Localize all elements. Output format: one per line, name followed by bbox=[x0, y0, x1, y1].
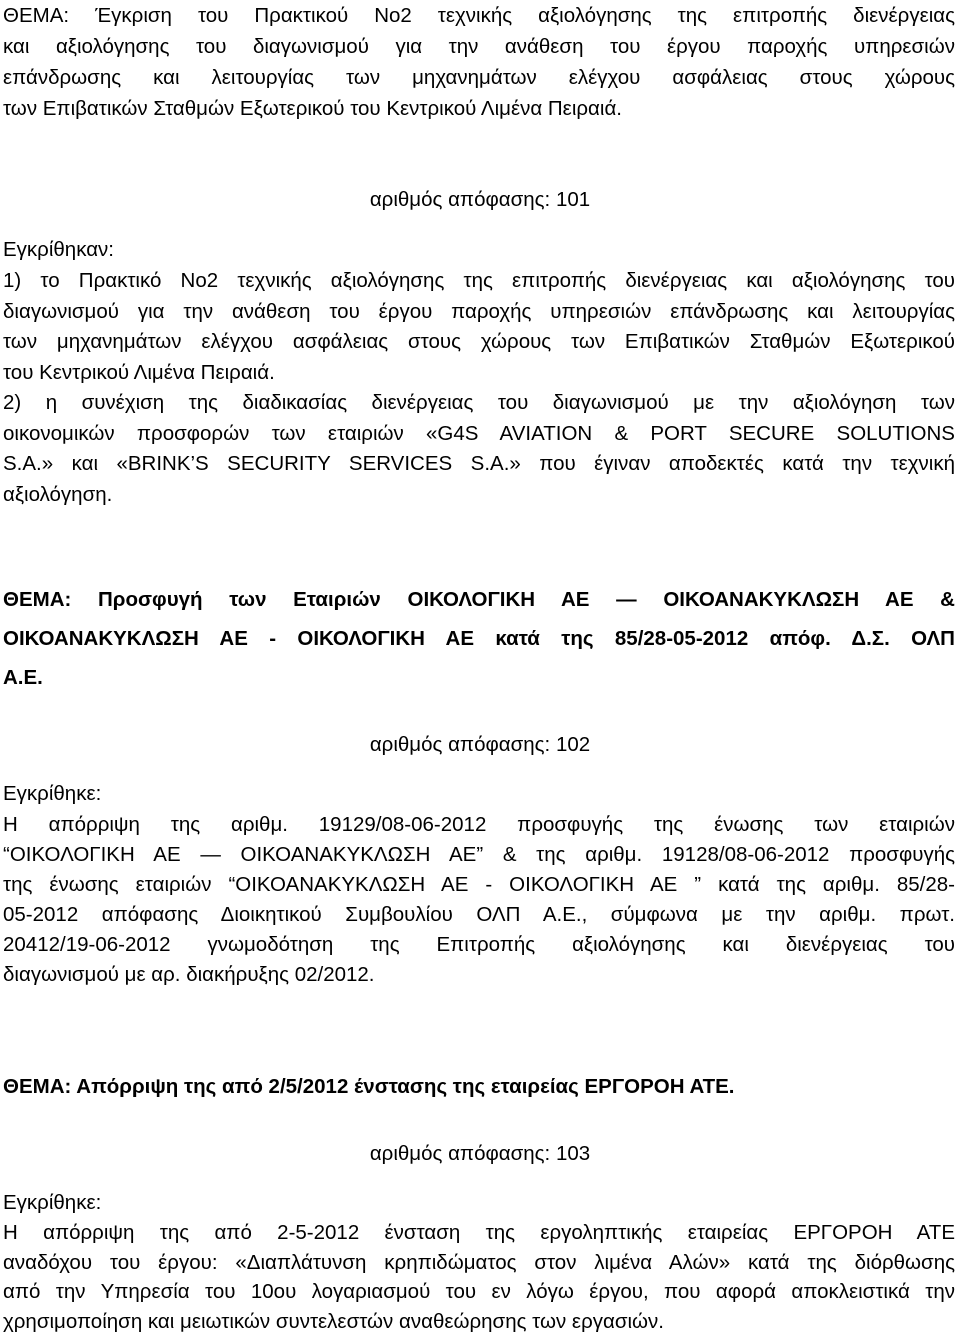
body-3-line: χρησιμοποίηση και μειωτικών συντελεστών αναθεώρησης των εργασιών. bbox=[3, 1307, 955, 1336]
decision-number-102: αριθμός απόφασης: 102 bbox=[0, 729, 960, 760]
subject-2-line: Α.Ε. bbox=[3, 658, 955, 697]
decision-number-103: αριθμός απόφασης: 103 bbox=[0, 1138, 960, 1169]
body-2-line: Η απόρριψη της αριθμ. 19129/08-06-2012 προσφυγής της ένωσης των εταιριών bbox=[3, 810, 955, 840]
body-2-line: 05-2012 απόφασης Διοικητικού Συμβουλίου ΟΛΠ Α.Ε., σύμφωνα με την αριθμ. πρωτ. bbox=[3, 900, 955, 930]
body-1-line: οικονομικών προσφορών των εταιριών «G4S AVIATION & PORT SECURE SOLUTIONS bbox=[3, 419, 955, 450]
subject-1-line: ΘΕΜΑ: Έγκριση του Πρακτικού Νο2 τεχνικής αξιολόγησης της επιτροπής διενέργειας bbox=[3, 0, 955, 31]
body-1-line: του Κεντρικού Λιμένα Πειραιά. bbox=[3, 358, 955, 389]
subject-label: ΘΕΜΑ: bbox=[3, 4, 69, 27]
body-3-line: Η απόρριψη της από 2-5-2012 ένσταση της εργοληπτικής εταιρείας ΕΡΓΟΡΟΗ ΑΤΕ bbox=[3, 1218, 955, 1248]
body-2-line: της ένωσης εταιριών “ΟΙΚΟΑΝΑΚΥΚΛΩΣΗ ΑΕ - ΟΙΚΟΛΟΓΙΚΗ ΑΕ ” κατά της αριθμ. 85/28- bbox=[3, 870, 955, 900]
body-1-line: S.A.» και «BRINK’S SECURITY SERVICES S.A.» που έγιναν αποδεκτές κατά την τεχνική bbox=[3, 449, 955, 480]
body-3-line: από την Υπηρεσία του 10ου λογαριασμού του εν λόγω έργου, που αφορά αποκλειστικά την bbox=[3, 1277, 955, 1307]
body-1-line: των μηχανημάτων ελέγχου ασφάλειας στους χώρους των Επιβατικών Σταθμών Εξωτερικού bbox=[3, 327, 955, 358]
body-1-line: αξιολόγηση. bbox=[3, 480, 955, 511]
subject-1-line: επάνδρωσης και λειτουργίας των μηχανημάτων ελέγχου ασφάλειας στους χώρους bbox=[3, 62, 955, 93]
subject-3: ΘΕΜΑ: Απόρριψη της από 2/5/2012 ένστασης της εταιρείας ΕΡΓΟΡΟΗ ΑΤΕ. bbox=[3, 1071, 734, 1102]
body-2-line: “ΟΙΚΟΛΟΓΙΚΗ ΑΕ — ΟΙΚΟΑΝΑΚΥΚΛΩΣΗ ΑΕ” & της αριθμ. 19128/08-06-2012 προσφυγής bbox=[3, 840, 955, 870]
body-3 bbox=[3, 1218, 955, 1336]
subject-1 bbox=[3, 0, 955, 124]
body-1-line: 1) το Πρακτικό Νο2 τεχνικής αξιολόγησης της επιτροπής διενέργειας και αξιολόγησης του bbox=[3, 266, 955, 297]
body-2-line: 20412/19-06-2012 γνωμοδότηση της Επιτροπής αξιολόγησης και διενέργειας του bbox=[3, 930, 955, 960]
body-1-line: 2) η συνέχιση της διαδικασίας διενέργειας του διαγωνισμού με την αξιολόγηση των bbox=[3, 388, 955, 419]
approved-label-3: Εγκρίθηκε: bbox=[3, 1187, 101, 1218]
body-2-line: διαγωνισμού με αρ. διακήρυξης 02/2012. bbox=[3, 960, 955, 990]
body-1 bbox=[3, 266, 955, 510]
subject-1-line: και αξιολόγησης του διαγωνισμού για την ανάθεση του έργου παροχής υπηρεσιών bbox=[3, 31, 955, 62]
approved-label-2: Εγκρίθηκε: bbox=[3, 778, 101, 809]
body-1-line: διαγωνισμού για την ανάθεση του έργου παροχής υπηρεσιών επάνδρωσης και λειτουργίας bbox=[3, 297, 955, 328]
subject-2 bbox=[3, 580, 955, 697]
subject-2-line: ΟΙΚΟΑΝΑΚΥΚΛΩΣΗ ΑΕ - ΟΙΚΟΛΟΓΙΚΗ ΑΕ κατά της 85/28-05-2012 απόφ. Δ.Σ. ΟΛΠ bbox=[3, 619, 955, 658]
decision-number-101: αριθμός απόφασης: 101 bbox=[0, 184, 960, 215]
body-3-line: αναδόχου του έργου: «Διαπλάτυνση κρηπιδώματος στον λιμένα Αλών» κατά της διόρθωσης bbox=[3, 1248, 955, 1278]
subject-1-line: των Επιβατικών Σταθμών Εξωτερικού του Κεντρικού Λιμένα Πειραιά. bbox=[3, 93, 955, 124]
body-2 bbox=[3, 810, 955, 990]
approved-label-1: Εγκρίθηκαν: bbox=[3, 234, 114, 265]
subject-2-line: ΘΕΜΑ: Προσφυγή των Εταιριών ΟΙΚΟΛΟΓΙΚΗ ΑΕ — ΟΙΚΟΑΝΑΚΥΚΛΩΣΗ ΑΕ & bbox=[3, 580, 955, 619]
